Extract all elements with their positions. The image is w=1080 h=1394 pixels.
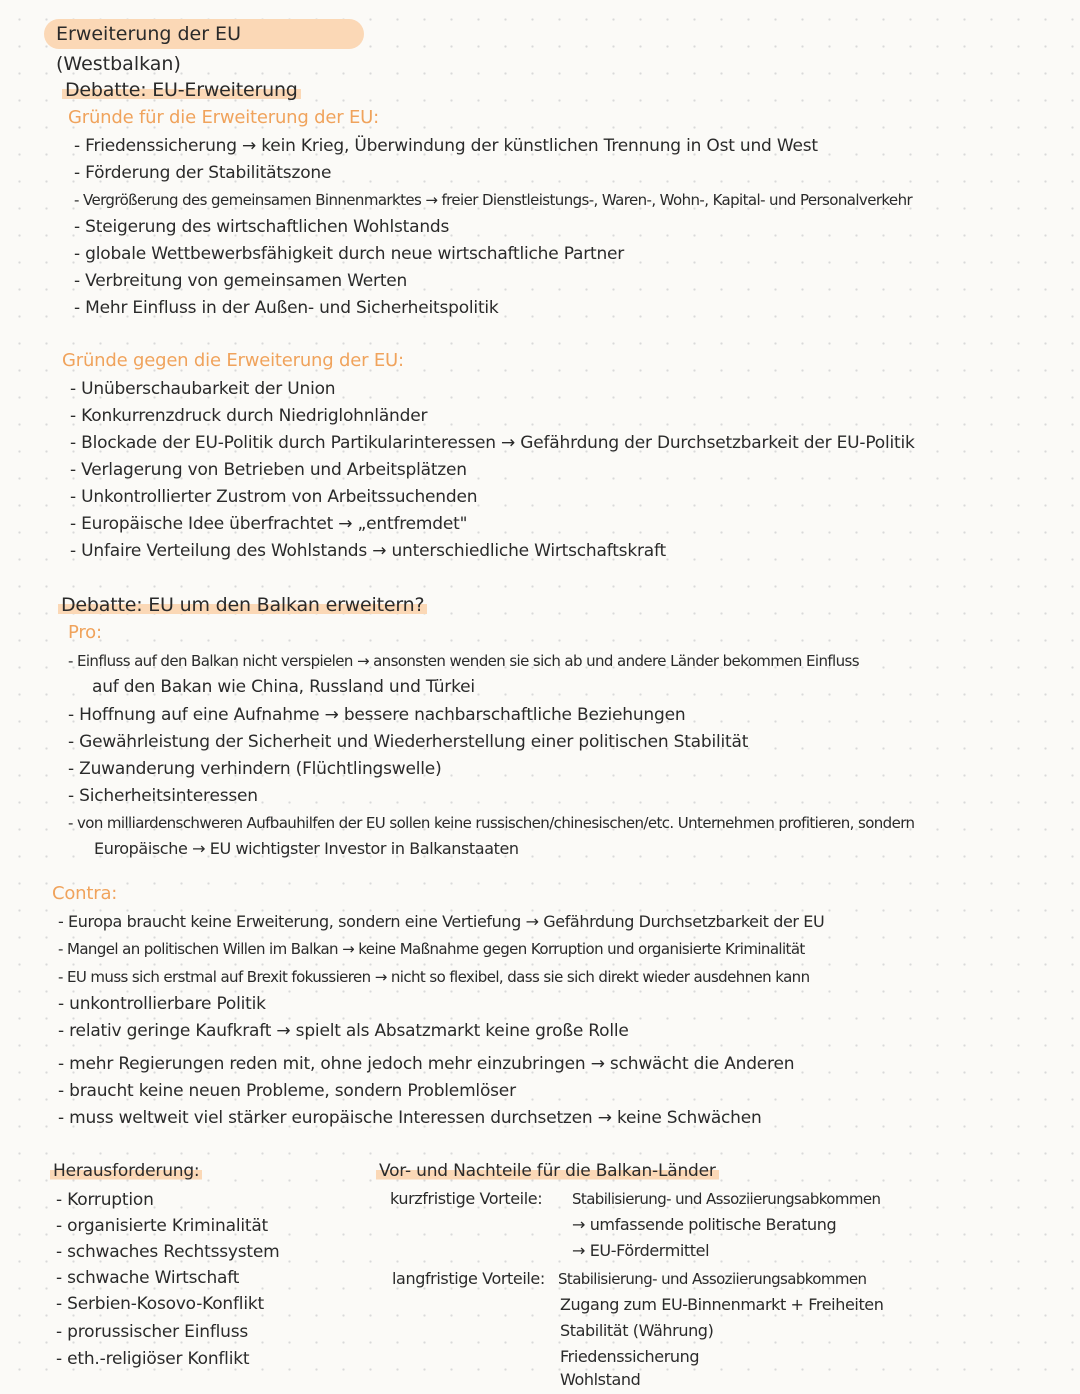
list-item: - unkontrollierbare Politik bbox=[58, 994, 266, 1014]
list-item: - Europäische Idee überfrachtet → „entfremdet" bbox=[70, 514, 468, 534]
list-item: Friedenssicherung bbox=[560, 1347, 700, 1366]
list-item: - Konkurrenzdruck durch Niedriglohnländer bbox=[70, 406, 428, 426]
list-item: - Sicherheitsinteressen bbox=[68, 786, 258, 806]
herausforderung-heading: Herausforderung: bbox=[50, 1160, 202, 1182]
debatte-balkan-heading: Debatte: EU um den Balkan erweitern? bbox=[58, 594, 427, 616]
list-item: - Verlagerung von Betrieben und Arbeitsplätzen bbox=[70, 460, 467, 480]
pro-label: Pro: bbox=[68, 622, 102, 643]
list-item: - Korruption bbox=[56, 1190, 154, 1210]
list-item: - braucht keine neuen Probleme, sondern Problemlöser bbox=[58, 1081, 516, 1101]
list-item: - schwache Wirtschaft bbox=[56, 1268, 240, 1288]
vor-nachteile-heading: Vor- und Nachteile für die Balkan-Länder bbox=[376, 1160, 719, 1182]
list-item: Wohlstand bbox=[560, 1370, 641, 1389]
list-item: - Einfluss auf den Balkan nicht verspielen → ansonsten wenden sie sich ab und andere Länder bekommen Einfluss bbox=[68, 652, 859, 670]
debatte-eu-erweiterung-heading: Debatte: EU-Erweiterung bbox=[62, 79, 301, 101]
list-item: - Mangel an politischen Willen im Balkan → keine Maßnahme gegen Korruption und organisierte Kriminalität bbox=[58, 940, 805, 958]
list-item: - EU muss sich erstmal auf Brexit fokussieren → nicht so flexibel, dass sie sich direkt wieder ausdehnen kann bbox=[58, 968, 810, 986]
list-item: - Hoffnung auf eine Aufnahme → bessere nachbarschaftliche Beziehungen bbox=[68, 705, 686, 725]
page-title: Erweiterung der EU (Westbalkan) bbox=[44, 19, 364, 49]
list-item: - Gewährleistung der Sicherheit und Wiederherstellung einer politischen Stabilität bbox=[68, 732, 749, 752]
list-item: - schwaches Rechtssystem bbox=[56, 1242, 280, 1262]
kurzfristige-vorteile-label: kurzfristige Vorteile: bbox=[390, 1189, 543, 1208]
list-item: - muss weltweit viel stärker europäische Interessen durchsetzen → keine Schwächen bbox=[58, 1108, 762, 1128]
langfristige-vorteile-label: langfristige Vorteile: bbox=[392, 1269, 545, 1288]
list-item: - Zuwanderung verhindern (Flüchtlingswelle) bbox=[68, 759, 442, 779]
list-item: - relativ geringe Kaufkraft → spielt als Absatzmarkt keine große Rolle bbox=[58, 1021, 629, 1041]
list-item: - Vergrößerung des gemeinsamen Binnenmarktes → freier Dienstleistungs-, Waren-, Wohn-, Kapital- und Personalverkehr bbox=[74, 191, 913, 209]
list-item: - Unfaire Verteilung des Wohlstands → unterschiedliche Wirtschaftskraft bbox=[70, 541, 666, 561]
list-item: Stabilisierung- und Assoziierungsabkommen bbox=[558, 1270, 867, 1288]
list-item: - Steigerung des wirtschaftlichen Wohlstands bbox=[74, 217, 450, 237]
list-item: - Förderung der Stabilitätszone bbox=[74, 163, 332, 183]
list-item: - prorussischer Einfluss bbox=[56, 1322, 249, 1342]
list-item: Zugang zum EU-Binnenmarkt + Freiheiten bbox=[560, 1295, 884, 1314]
list-item: - Unkontrollierter Zustrom von Arbeitssuchenden bbox=[70, 487, 478, 507]
list-item: - Blockade der EU-Politik durch Partikularinteressen → Gefährdung der Durchsetzbarkeit der EU-Politik bbox=[70, 433, 915, 453]
list-item: → umfassende politische Beratung bbox=[572, 1215, 837, 1234]
list-item-continuation: auf den Bakan wie China, Russland und Türkei bbox=[92, 677, 475, 697]
list-item: Stabilisierung- und Assoziierungsabkommen bbox=[572, 1190, 881, 1208]
list-item: → EU-Fördermittel bbox=[572, 1241, 710, 1260]
list-item: - Serbien-Kosovo-Konflikt bbox=[56, 1294, 264, 1314]
list-item: - Europa braucht keine Erweiterung, sondern eine Vertiefung → Gefährdung Durchsetzbarkeit der EU bbox=[58, 912, 825, 931]
contra-label: Contra: bbox=[52, 883, 118, 904]
list-item: - Verbreitung von gemeinsamen Werten bbox=[74, 271, 408, 291]
list-item: - mehr Regierungen reden mit, ohne jedoch mehr einzubringen → schwächt die Anderen bbox=[58, 1054, 795, 1074]
list-item: - globale Wettbewerbsfähigkeit durch neue wirtschaftliche Partner bbox=[74, 244, 625, 264]
list-item: Stabilität (Währung) bbox=[560, 1321, 714, 1340]
list-item: - Unüberschaubarkeit der Union bbox=[70, 379, 336, 399]
list-item: - eth.-religiöser Konflikt bbox=[56, 1349, 250, 1369]
list-item: - organisierte Kriminalität bbox=[56, 1216, 269, 1236]
list-item: - Friedenssicherung → kein Krieg, Überwindung der künstlichen Trennung in Ost und West bbox=[74, 136, 818, 156]
list-item-continuation: Europäische → EU wichtigster Investor in Balkanstaaten bbox=[94, 839, 519, 858]
list-item: - Mehr Einfluss in der Außen- und Sicherheitspolitik bbox=[74, 298, 499, 318]
list-item: - von milliardenschweren Aufbauhilfen der EU sollen keine russischen/chinesischen/etc. Unternehmen profitieren, sondern bbox=[68, 814, 915, 832]
contra-reasons-heading: Gründe gegen die Erweiterung der EU: bbox=[62, 350, 404, 371]
pro-reasons-heading: Gründe für die Erweiterung der EU: bbox=[68, 107, 379, 128]
